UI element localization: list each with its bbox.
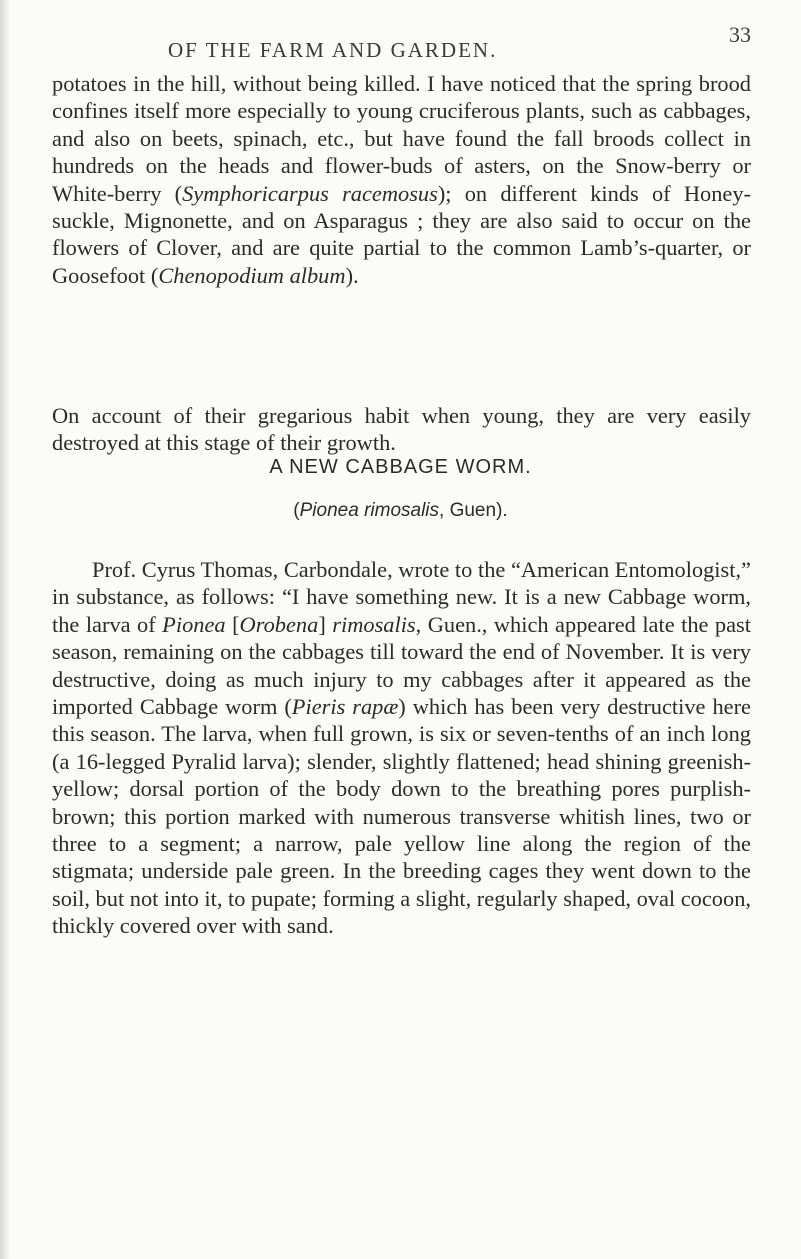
species-name: rimosalis <box>332 611 416 637</box>
text-run: Prof. Cyrus Thomas, Carbondale, wrote to the “American Entomologist,” in substance, as follows: “I have something new. It is a new Cabbage worm, the larva of <box>52 557 751 637</box>
paragraph-continued <box>52 70 751 289</box>
text-run: , Guen). <box>439 500 508 521</box>
section-heading: A NEW CABBAGE WORM. <box>269 456 532 478</box>
text-run: ); on different kinds of Honey-suckle, Mignonette, and on Asparagus ; they are also said to occur on the flowers of Clover, and are quite partial to the common Lamb’s-quarter, or Goosefoot ( <box>52 180 751 288</box>
text-run: On account of their gregarious habit when young, they are very easily destroyed at this stage of their growth. <box>52 403 751 456</box>
page-header <box>0 22 801 62</box>
text-run: [ <box>225 611 240 637</box>
page-gutter-shadow <box>0 0 10 1259</box>
text-run: potatoes in the hill, without being killed. I have noticed that the spring brood confines itself more especially to young cruciferous plants, such as cabbages, and also on beets, spinach, etc., but have found the fall broods collect in hundreds on the heads and flower-buds of asters, on the Snow-berry or White-berry ( <box>52 71 751 206</box>
species-name: Symphoricarpus racemosus <box>182 180 438 206</box>
species-name: Pionea <box>162 611 226 637</box>
text-run: ) which has been very destructive here this season. The larva, when full grown, is six or seven-tenths of an inch long (a 16-legged Pyralid larva); slender, slightly flattened; head shining greenish-yellow; dorsal portion of the body down to the breathing pores purplish-brown; this portion marked with numerous transverse whitish lines, two or three to a segment; a narrow, pale yellow line along the region of the stigmata; underside pale green. In the breeding cages they went down to the soil, but not into it, to pupate; forming a slight, regularly shaped, oval cocoon, thickly covered over with sand. <box>52 694 751 939</box>
species-name: Chenopodium album <box>158 262 346 288</box>
species-name: Pionea rimosalis <box>299 500 440 521</box>
species-name: Pieris rapæ <box>291 694 399 720</box>
text-run: , Guen., which appeared late the past season, remaining on the cabbages till toward the end of November. It is very destructive, doing as much injury to my cabbages after it appeared as the imported Cabbage worm ( <box>52 611 751 720</box>
page-number: 33 <box>729 22 751 47</box>
running-head: OF THE FARM AND GARDEN. <box>168 38 498 62</box>
text-run: ( <box>293 500 300 521</box>
text-run: ). <box>345 262 359 288</box>
paragraph-thomas-letter <box>52 556 751 940</box>
text-run: ] <box>318 611 333 637</box>
species-name: Orobena <box>239 611 319 637</box>
section-subheading <box>0 500 801 522</box>
paragraph-gregarious <box>52 402 751 457</box>
